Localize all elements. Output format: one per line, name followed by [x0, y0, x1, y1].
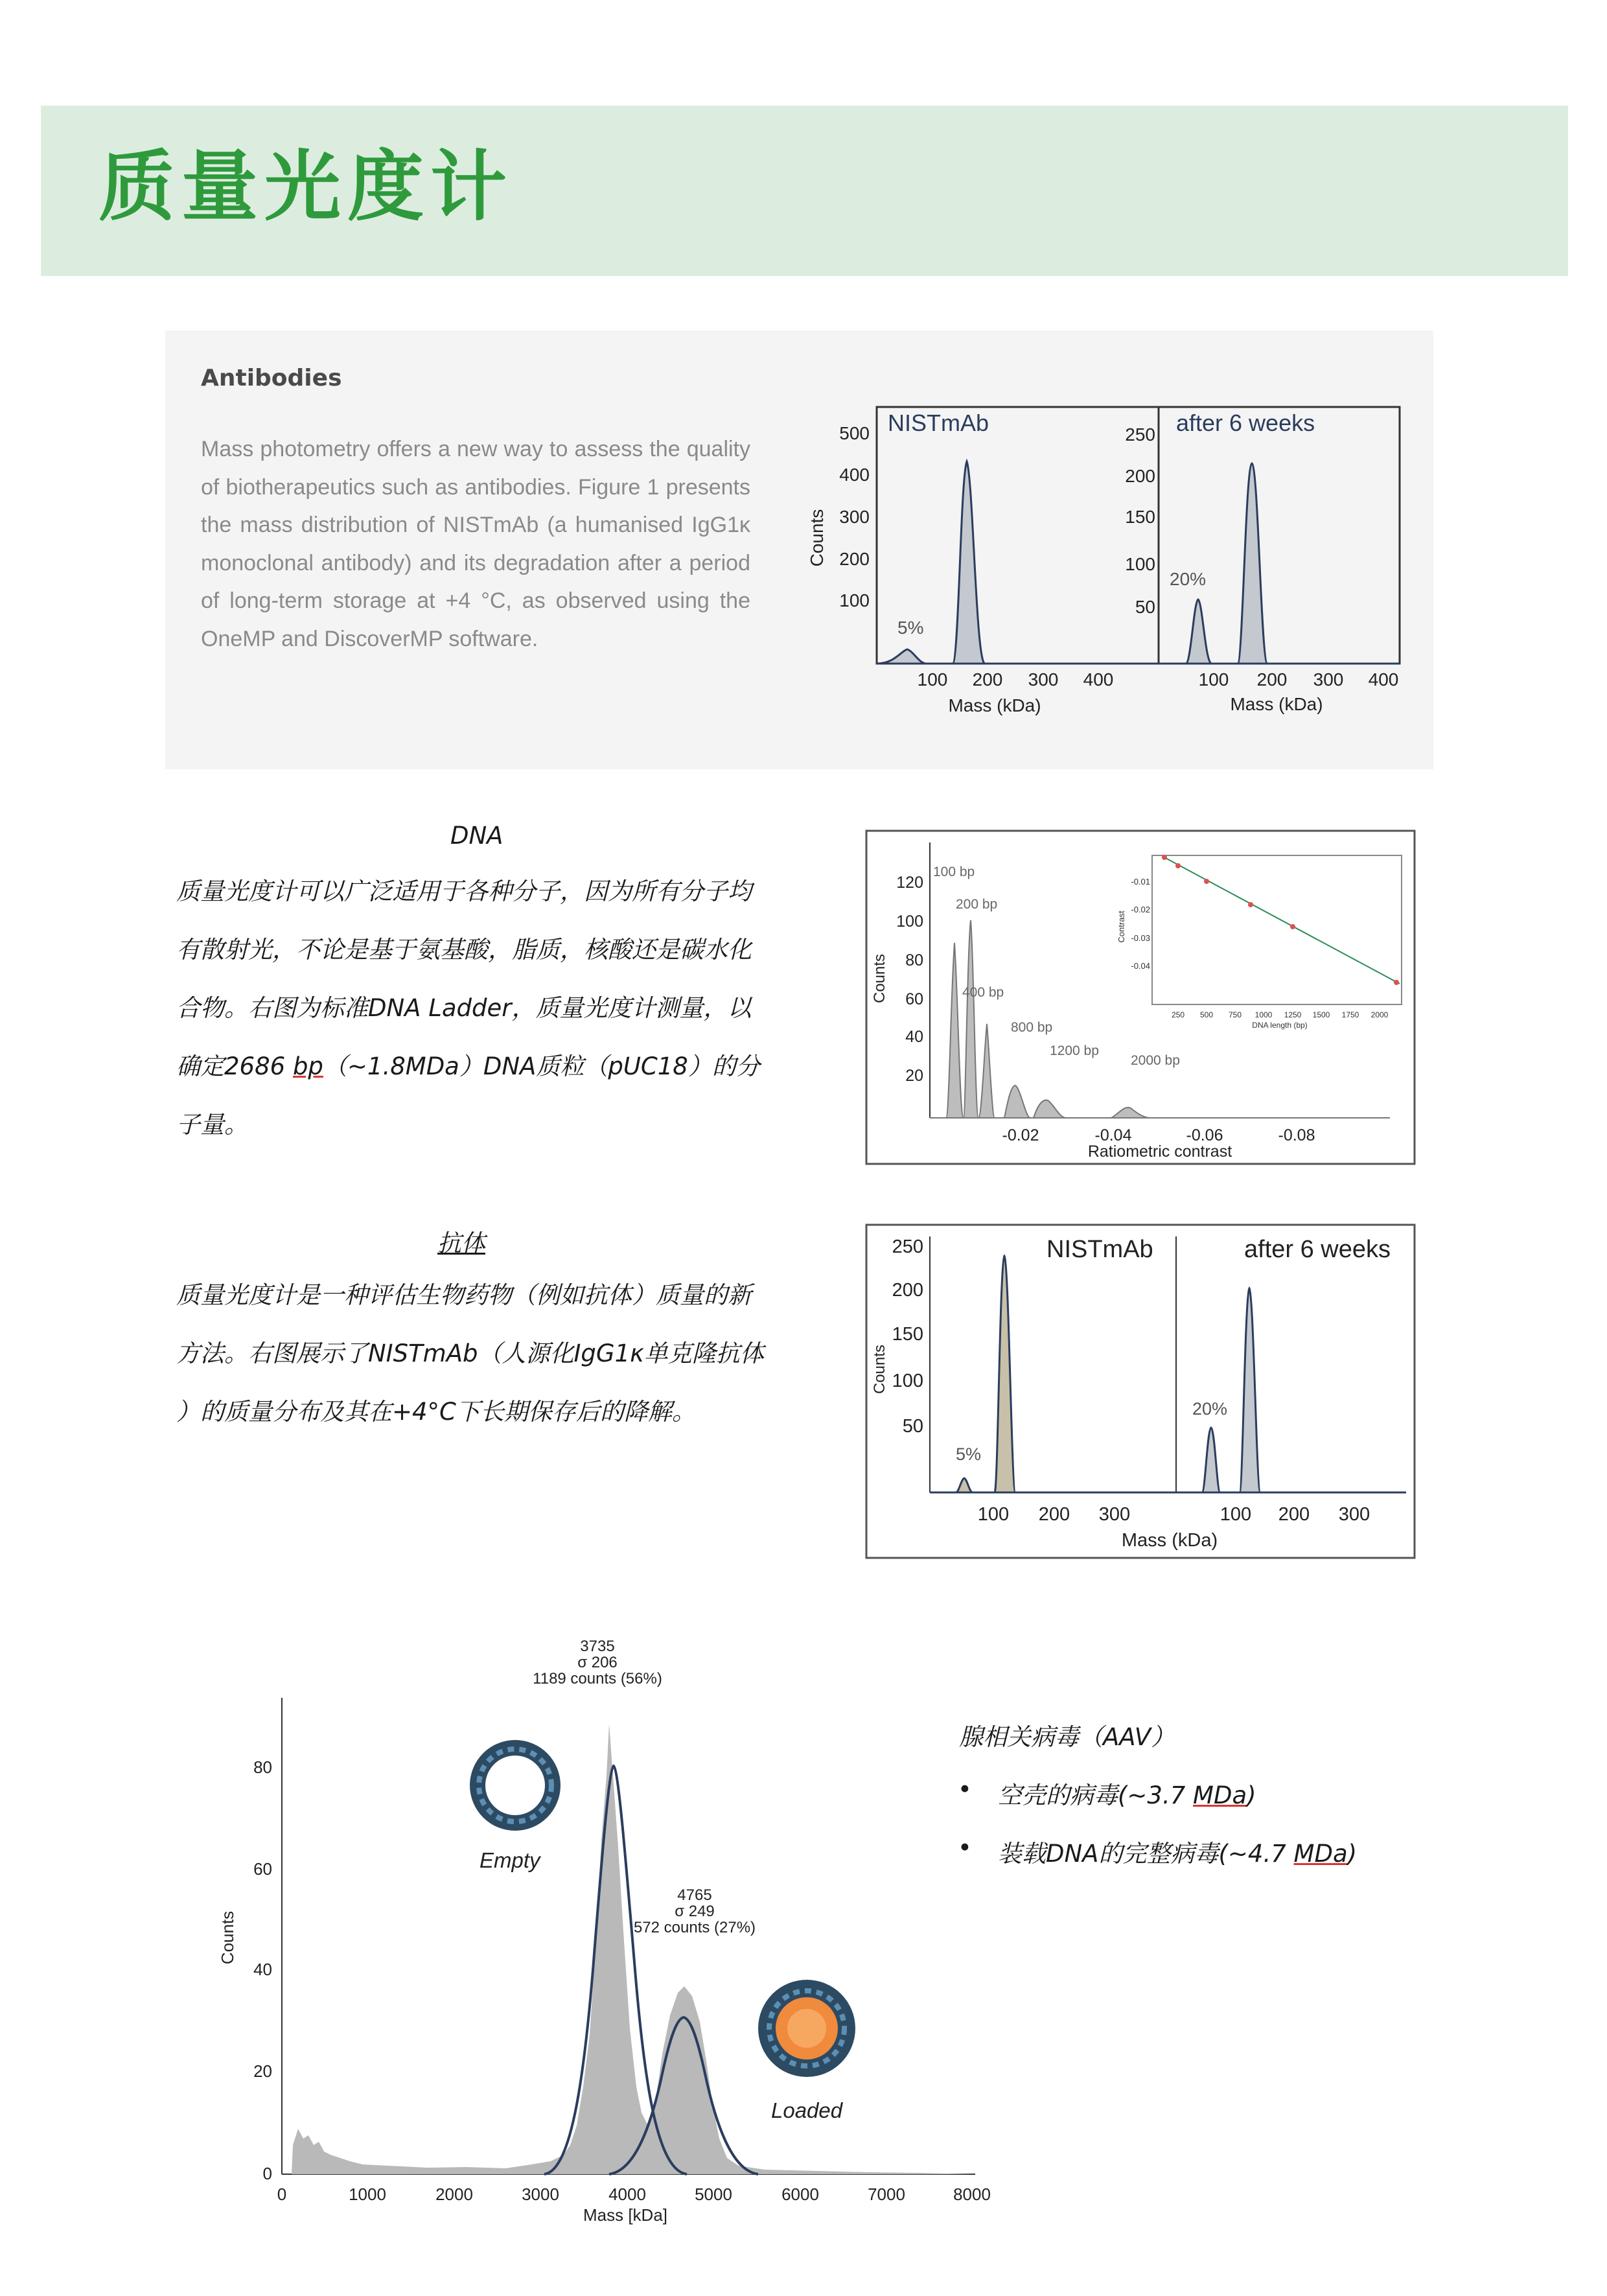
antibodies-paragraph: Mass photometry offers a new way to assess the quality of biotherapeutics such as antibodies. Figure 1 presents the mass distribution of NISTmAb (a humanised IgG1κ monoclonal antibody) and its degradation after a period of long-term storage at +4 °C, as observed using the OneMP and DiscoverMP software.: [201, 437, 750, 651]
dna-peak-label: 1200 bp: [1050, 1043, 1099, 1058]
cn-xtick: 100: [977, 1504, 1010, 1525]
cn-right-title: after 6 weeks: [1244, 1236, 1391, 1263]
ab-ytick-right: 100: [1125, 554, 1155, 574]
aav-ytick: 60: [253, 1859, 272, 1879]
cn-xtick: 100: [1220, 1504, 1252, 1525]
dna-xlabel: Ratiometric contrast: [1087, 1142, 1232, 1161]
ab-left-title: NISTmAb: [888, 410, 989, 436]
cn-left-title: NISTmAb: [1046, 1236, 1153, 1263]
aav-xtick: 6000: [781, 2185, 819, 2204]
inset-xlabel: DNA length (bp): [1252, 1021, 1308, 1030]
aav-label-loaded: Loaded: [771, 2098, 843, 2122]
inset-xtick: 2000: [1370, 1010, 1389, 1019]
page-title: 质量光度计: [98, 142, 514, 231]
cn-xtick: 200: [1278, 1504, 1310, 1525]
inset-ytick: -0.04: [1131, 961, 1150, 971]
dna-ytick: 100: [896, 912, 923, 931]
dna-line: 确定2686 bp（~1.8MDa）DNA质粒（pUC18）的分: [176, 1052, 760, 1080]
aav-ylabel: Counts: [218, 1910, 237, 1965]
aav-ytick: 0: [262, 2164, 272, 2183]
aav-xtick: 3000: [522, 2185, 559, 2204]
aav-bullet-empty: 空壳的病毒(~3.7 MDa): [998, 1781, 1256, 1809]
aav-peak1-mass: 3735: [580, 1638, 615, 1655]
dna-ytick: 60: [905, 990, 923, 1008]
aav-xtick: 1000: [349, 2185, 386, 2204]
dna-ytick: 120: [896, 874, 923, 892]
aav-label-empty: Empty: [480, 1848, 540, 1872]
inset-xtick: 1750: [1341, 1010, 1359, 1019]
inset-xtick: 250: [1171, 1010, 1185, 1019]
ab-ytick-left: 400: [839, 465, 870, 485]
inset-xtick: 1250: [1284, 1010, 1302, 1019]
cn-ylabel: Counts: [871, 1344, 888, 1395]
ab-ytick-right: 50: [1135, 597, 1155, 617]
aav-xtick: 7000: [868, 2185, 905, 2204]
ab-xlabel: Mass (kDa): [1230, 694, 1323, 714]
dna-line: 子量。: [176, 1111, 248, 1139]
antibody-cn-heading: 抗体: [437, 1229, 485, 1257]
aav-heading: 腺相关病毒（AAV）: [959, 1723, 1175, 1751]
ab-right-annotation: 20%: [1170, 569, 1207, 589]
dna-ylabel: Counts: [871, 953, 888, 1004]
antibodies-heading: Antibodies: [201, 365, 342, 391]
ab-ytick-left: 100: [839, 590, 870, 610]
dna-ytick: 40: [905, 1028, 923, 1046]
antibody-cn-line: 质量光度计是一种评估生物药物（例如抗体）质量的新: [176, 1281, 752, 1309]
cn-xlabel: Mass (kDa): [1121, 1530, 1218, 1551]
ab-xtick: 100: [1198, 669, 1229, 690]
ab-ytick-right: 250: [1125, 424, 1155, 445]
dna-figure: [865, 829, 1416, 1166]
dna-peak-label: 100 bp: [933, 864, 975, 879]
dna-xtick: -0.08: [1278, 1126, 1315, 1144]
dna-line: 质量光度计可以广泛适用于各种分子，因为所有分子均: [176, 877, 752, 905]
aav-bullet-dot: •: [958, 1834, 972, 1862]
aav-xtick: 0: [277, 2185, 287, 2204]
aav-bullet-dot: •: [958, 1776, 972, 1803]
ab-xtick: 200: [972, 669, 1003, 690]
aav-xtick: 2000: [435, 2185, 473, 2204]
dna-peak-label: 400 bp: [962, 985, 1004, 1000]
aav-peak2-mass: 4765: [677, 1886, 712, 1904]
cn-left-annotation: 5%: [956, 1444, 982, 1464]
antibody-cn-line: ）的质量分布及其在+4°C下长期保存后的降解。: [176, 1398, 696, 1426]
ab-xtick: 400: [1083, 669, 1114, 690]
cn-xtick: 200: [1038, 1504, 1070, 1525]
inset-xtick: 500: [1199, 1010, 1214, 1019]
dna-inset: [1116, 855, 1402, 1030]
loaded-capsid-icon: [758, 1980, 855, 2077]
cn-xtick: 300: [1098, 1504, 1131, 1525]
dna-peak-label: 800 bp: [1011, 1020, 1053, 1035]
cn-ytick: 150: [892, 1324, 923, 1345]
dna-xtick: -0.02: [1002, 1126, 1039, 1144]
aav-ytick: 40: [253, 1960, 272, 1979]
antibody-cn-figure: [865, 1223, 1416, 1560]
aav-ytick: 20: [253, 2061, 272, 2081]
ab-xtick: 300: [1028, 669, 1059, 690]
dna-line: 有散射光，不论是基于氨基酸，脂质，核酸还是碳水化: [176, 936, 752, 964]
inset-xtick: 1000: [1254, 1010, 1273, 1019]
dna-ytick: 80: [905, 951, 923, 969]
aav-ytick: 80: [253, 1757, 272, 1777]
ab-xtick: 300: [1313, 669, 1344, 690]
dna-heading: DNA: [450, 822, 503, 850]
ab-xtick: 100: [917, 669, 948, 690]
dna-line: 合物。右图为标准DNA Ladder，质量光度计测量，以: [176, 994, 752, 1022]
ab-xtick: 400: [1368, 669, 1399, 690]
dna-peak-label: 200 bp: [956, 897, 998, 912]
ab-left-annotation: 5%: [897, 618, 924, 638]
dna-ytick: 20: [905, 1067, 923, 1085]
ab-ytick-left: 300: [839, 507, 870, 527]
ab-ytick-right: 200: [1125, 466, 1155, 486]
inset-xtick: 750: [1228, 1010, 1242, 1019]
cn-ytick: 200: [892, 1280, 923, 1301]
aav-figure: [194, 1633, 1024, 2236]
aav-xtick: 8000: [953, 2185, 991, 2204]
dna-xtick: -0.06: [1186, 1126, 1223, 1144]
ab-ytick-left: 500: [839, 423, 870, 443]
ab-xlabel: Mass (kDa): [948, 695, 1041, 715]
inset-ytick: -0.02: [1131, 905, 1150, 914]
inset-xtick: 1500: [1312, 1010, 1330, 1019]
ab-ytick-right: 150: [1125, 507, 1155, 527]
aav-bullet-loaded: 装载DNA的完整病毒(~4.7 MDa): [998, 1840, 1358, 1868]
aav-peak2-counts: 572 counts (27%): [633, 1919, 756, 1936]
ab-xtick: 200: [1256, 669, 1288, 690]
cn-ytick: 100: [892, 1371, 923, 1391]
ab-right-title: after 6 weeks: [1176, 410, 1315, 436]
aav-peak1-counts: 1189 counts (56%): [533, 1670, 662, 1687]
dna-peak-label: 2000 bp: [1131, 1053, 1180, 1068]
aav-xtick: 5000: [695, 2185, 732, 2204]
inset-ylabel: Contrast: [1116, 910, 1126, 943]
dna-xtick: -0.04: [1094, 1126, 1132, 1144]
ab-ytick-left: 200: [839, 549, 870, 569]
cn-xtick: 300: [1338, 1504, 1370, 1525]
cn-right-annotation: 20%: [1192, 1399, 1228, 1419]
cn-ytick: 250: [892, 1236, 923, 1257]
aav-xlabel: Mass [kDa]: [583, 2205, 668, 2225]
antibodies-figure: [797, 389, 1419, 726]
aav-xtick: 4000: [608, 2185, 646, 2204]
ab-ylabel: Counts: [807, 509, 827, 567]
antibody-cn-line: 方法。右图展示了NISTmAb（人源化IgG1κ单克隆抗体: [176, 1339, 764, 1367]
cn-ytick: 50: [902, 1416, 923, 1437]
inset-ytick: -0.01: [1131, 877, 1150, 887]
empty-capsid-icon: [470, 1740, 561, 1831]
inset-ytick: -0.03: [1131, 933, 1150, 943]
aav-peak2-sigma: σ 249: [675, 1903, 715, 1920]
aav-peak1-sigma: σ 206: [577, 1654, 618, 1671]
